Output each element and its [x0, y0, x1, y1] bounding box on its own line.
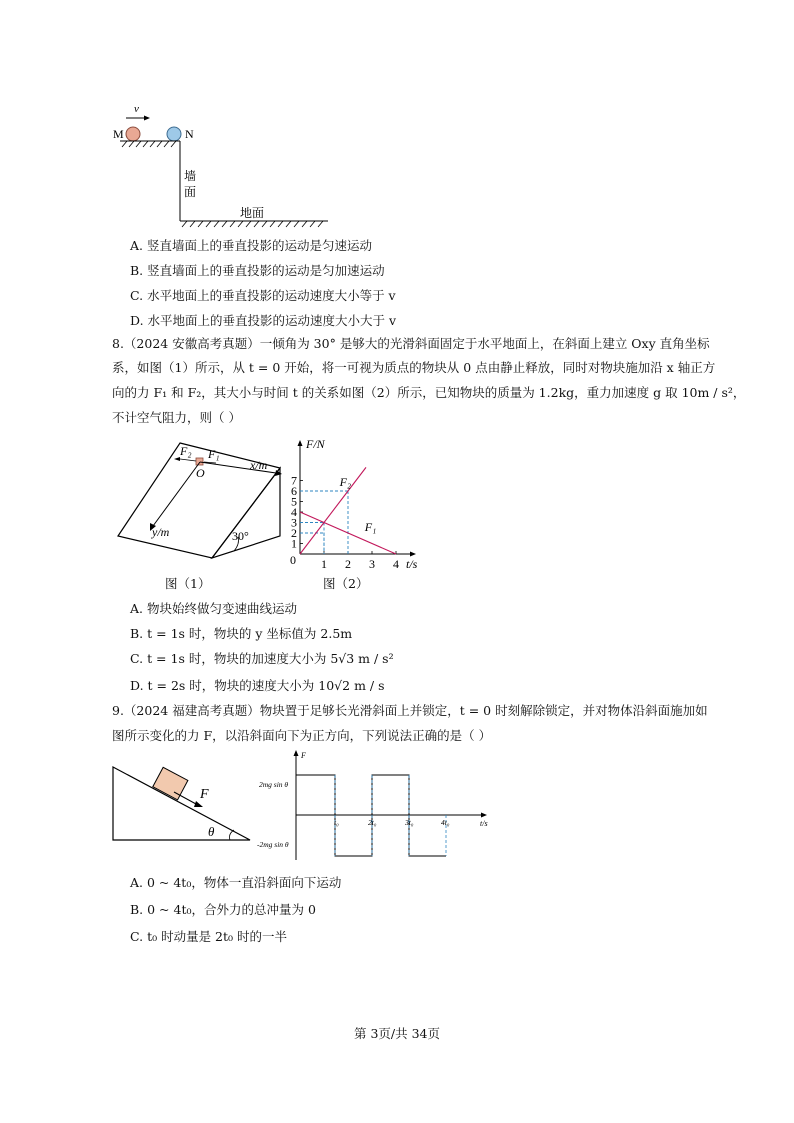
ball-n	[167, 127, 181, 141]
y-tick-label: 2	[291, 526, 297, 540]
force-time-chart	[276, 436, 426, 570]
y-axis-arrow	[298, 440, 303, 446]
q7-option-a[interactable]: A. 竖直墙面上的垂直投影的运动是匀速运动	[130, 238, 372, 253]
x-tick-label: 2	[345, 557, 351, 570]
q9-option-b[interactable]: B. 0 ~ 4t₀，合外力的总冲量为 0	[130, 902, 316, 917]
ground-label: 地面	[240, 206, 265, 220]
wave-bottom-label: -2mg sin θ	[257, 840, 289, 849]
y-tick-label: 4	[291, 505, 297, 519]
q9-stem-line-1: 9.（2024 福建高考真题）物块置于足够长光滑斜面上并锁定，t = 0 时刻解除锁定，并对物体沿斜面施加如	[112, 703, 708, 718]
y-tick-label: 7	[291, 473, 297, 488]
q8-stem-line-3: 向的力 F₁ 和 F₂，其大小与时间 t 的关系如图（2）所示，已知物块的质量为 1.2kg，重力加速度 g 取 10m / s²，	[112, 385, 746, 400]
y-axis-label: y/m	[152, 525, 170, 539]
series-label-f1: F₁	[364, 519, 377, 534]
figure-2-caption: 图（2）	[323, 576, 369, 591]
incline-figure-1	[112, 440, 292, 570]
x-tick-label: 4	[393, 557, 399, 570]
velocity-label: v	[134, 103, 139, 115]
block	[196, 458, 203, 465]
f2-label: F₂	[180, 444, 192, 458]
q9-option-a[interactable]: A. 0 ~ 4t₀，物体一直沿斜面向下运动	[130, 875, 342, 890]
angle-label: 30°	[232, 529, 249, 543]
ball-m	[126, 127, 140, 141]
tick-3t0: 3t₀	[405, 818, 414, 827]
q8-stem-line-4: 不计空气阻力，则（ ）	[112, 410, 241, 425]
label-m: M	[113, 127, 124, 141]
y-tick-label: 1	[291, 536, 297, 551]
q8-option-c[interactable]: C. t = 1s 时，物块的加速度大小为 5√3 m / s²	[130, 651, 394, 666]
chart-x-label: t/s	[406, 557, 418, 570]
q8-option-b[interactable]: B. t = 1s 时，物块的 y 坐标值为 2.5m	[130, 626, 353, 641]
wall-ground-figure	[110, 98, 340, 228]
q8-option-d[interactable]: D. t = 2s 时，物块的速度大小为 10√2 m / s	[130, 678, 385, 693]
series-line-2	[300, 467, 366, 554]
wall-label-2: 面	[184, 185, 197, 199]
tick-2t0: 2t₀	[368, 818, 377, 827]
square-wave-chart	[255, 748, 495, 864]
wave-top-label: 2mg sin θ	[259, 780, 289, 789]
q9-stem-line-2: 图所示变化的力 F，以沿斜面向下为正方向，下列说法正确的是（ ）	[112, 728, 492, 743]
q7-option-b[interactable]: B. 竖直墙面上的垂直投影的运动是匀加速运动	[130, 263, 385, 278]
page-footer: 第 3页/共 34页	[353, 1026, 441, 1041]
figure-1-caption: 图（1）	[165, 576, 211, 591]
x-tick-label: 3	[369, 557, 375, 570]
q8-stem-line-2: 系，如图（1）所示，从 t = 0 开始，将一可视为质点的物块从 0 点由静止释放，同时对物块施加沿 x 轴正方	[112, 360, 716, 375]
q8-option-a[interactable]: A. 物块始终做匀变速曲线运动	[130, 601, 297, 616]
series-label-f2: F₂	[339, 474, 352, 489]
origin-label: O	[196, 466, 205, 480]
wave-y-label: F	[301, 751, 306, 760]
y-tick-label: 3	[291, 515, 297, 530]
y-tick-label: 5	[291, 494, 297, 509]
incline-figure-9	[110, 762, 260, 846]
theta-label: θ	[208, 824, 215, 839]
wave-x-label: t/s	[480, 819, 488, 828]
wall-label-1: 墙	[184, 169, 197, 183]
block-9	[153, 767, 188, 800]
f1-label: F₁	[208, 447, 220, 461]
tick-t0: t₀	[334, 818, 339, 827]
x-tick-label: 1	[321, 557, 327, 570]
x-axis-arrow	[410, 552, 416, 557]
label-n: N	[185, 127, 194, 141]
q7-option-c[interactable]: C. 水平地面上的垂直投影的运动速度大小等于 v	[130, 288, 396, 303]
y-tick-label: 6	[291, 484, 297, 498]
chart-y-label: F/N	[306, 437, 325, 451]
q8-stem-line-1: 8.（2024 安徽高考真题）一倾角为 30° 是够大的光滑斜面固定于水平地面上，在斜面上建立 Oxy 直角坐标	[112, 336, 710, 351]
chart-origin-label: 0	[290, 553, 296, 567]
q9-option-c[interactable]: C. t₀ 时动量是 2t₀ 时的一半	[130, 929, 288, 944]
q7-option-d[interactable]: D. 水平地面上的垂直投影的运动速度大小大于 v	[130, 313, 397, 328]
x-axis-label: x/m	[250, 458, 268, 472]
force-label: F	[200, 787, 209, 802]
tick-4t0: 4t₀	[441, 818, 450, 827]
